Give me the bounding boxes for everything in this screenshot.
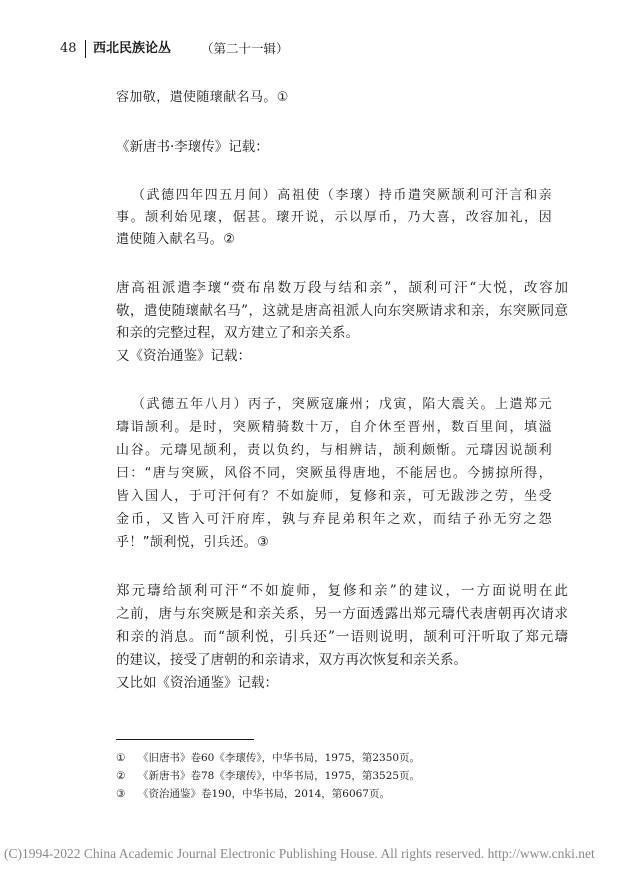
- footnote-number: ②: [116, 770, 126, 782]
- body-line: 敬，遣使随瓌献名马”，这就是唐高祖派人向东突厥请求和亲，东突厥同意: [116, 303, 568, 319]
- footnote-number: ①: [116, 752, 126, 764]
- page-number: 48: [60, 41, 77, 56]
- body-line: 唐高祖派遣李瓌“赍布帛数万段与结和亲”，颉利可汗“大悦，改容加: [116, 280, 568, 296]
- body-line: 皆入国人，于可汗何有？不如旋师，复修和亲，可无跋涉之劳，坐受: [116, 489, 552, 504]
- footnote-text: 《资治通鉴》卷190，中华书局，2014，第6067页。: [138, 788, 390, 800]
- body-line: （武德五年八月）丙子，突厥寇廉州；戊寅，陷大震关。上遣郑元: [132, 397, 552, 412]
- body-line: 的建议，接受了唐朝的和亲请求，双方再次恢复和亲关系。: [116, 652, 467, 668]
- footnote: [116, 768, 556, 784]
- footnote: [116, 750, 556, 766]
- running-header: [60, 38, 580, 60]
- body-line: 《新唐书·李瓌传》记载：: [116, 139, 269, 155]
- copyright-notice: (C)1994-2022 China Academic Journal Electronic Publishing House. All rights reserved. http://www.cnki.net: [4, 846, 595, 861]
- footnote-text: 《旧唐书》卷60《李瓌传》，中华书局，1975，第2350页。: [138, 752, 421, 764]
- body-line: 山谷。元璹见颉利，责以负约，与相辨诘，颉利颇惭。元璹因说颉利: [116, 443, 552, 458]
- body-line: （武德四年四五月间）高祖使（李瓌）持币遣突厥颉利可汗言和亲: [132, 188, 552, 203]
- journal-issue: （第二十一辑）: [201, 41, 289, 56]
- body-line: 事。颉利始见瓌，倨甚。瓌开说，示以厚币，乃大喜，改容加礼，因: [116, 210, 552, 225]
- footnote-text: 《新唐书》卷78《李瓌传》，中华书局，1975，第3525页。: [138, 770, 421, 782]
- body-line: 和亲的消息。而“颉利悦，引兵还”一语则说明，颉利可汗听取了郑元璹: [116, 629, 568, 645]
- body-line: 金币，又皆入可汗府库，孰与弃昆弟积年之欢，而结子孙无穷之怨: [116, 512, 552, 527]
- body-line: 之前，唐与东突厥是和亲关系，另一方面透露出郑元璹代表唐朝再次请求: [116, 606, 568, 622]
- body-line: 遣使随入献名马。②: [116, 232, 236, 247]
- body-line: 曰：“唐与突厥，风俗不同，突厥虽得唐地，不能居也。今掳掠所得，: [116, 466, 552, 481]
- body-line: 和亲的完整过程，双方建立了和亲关系。: [116, 325, 359, 341]
- body-line: 又比如《资治通鉴》记载：: [116, 675, 278, 691]
- header-divider: [85, 40, 86, 58]
- body-line: 乎！”颉利悦，引兵还。③: [116, 535, 270, 550]
- body-line: 璹诣颉利。是时，突厥精骑数十万，自介休至晋州，数百里间，填溢: [116, 420, 552, 435]
- body-line: 又《资治通鉴》记载：: [116, 348, 251, 364]
- footnote-number: ③: [116, 788, 126, 800]
- footnote: [116, 786, 556, 802]
- body-line: 郑元璹给颉利可汗“不如旋师，复修和亲”的建议，一方面说明在此: [116, 583, 568, 599]
- body-line: 容加敬，遣使随瓌献名马。①: [116, 90, 289, 105]
- footnote-rule: [116, 739, 254, 740]
- journal-title: 西北民族论丛: [93, 41, 172, 56]
